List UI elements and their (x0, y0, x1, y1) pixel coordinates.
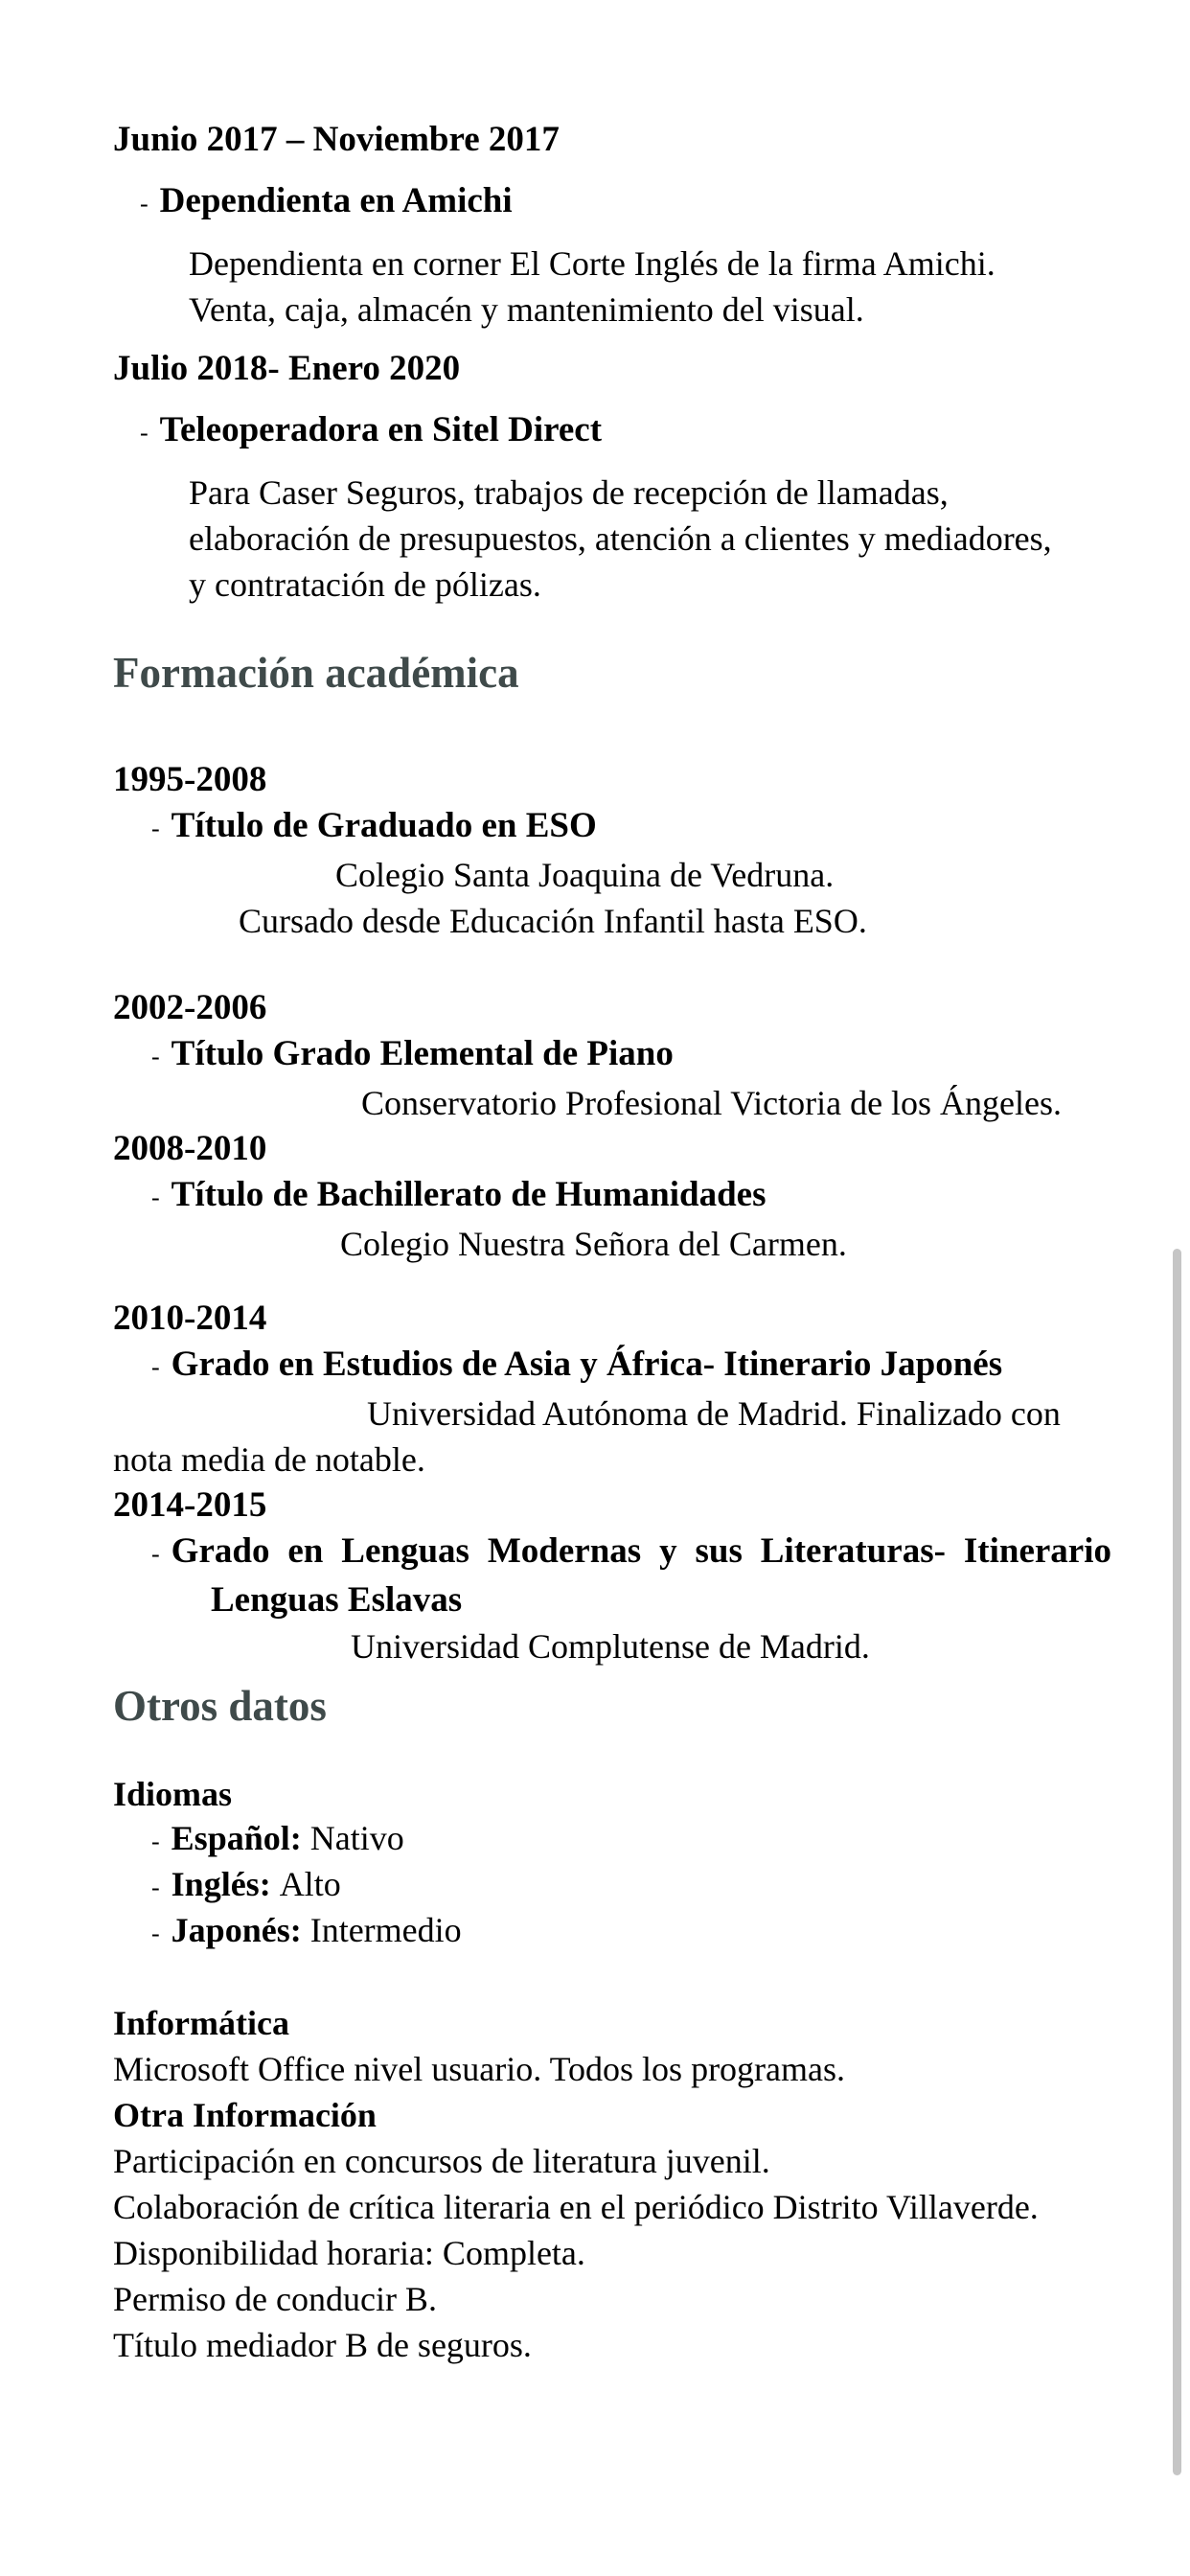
bullet-dash: - (151, 1353, 160, 1381)
language-level: Nativo (309, 1819, 404, 1857)
language-row-spanish (113, 1817, 1111, 1863)
scrollbar-thumb[interactable] (1173, 1249, 1181, 2475)
language-label: Japonés: (171, 1911, 302, 1949)
education-institution-line: Colegio Nuestra Señora del Carmen. (340, 1225, 847, 1263)
education-title-4: Grado en Estudios de Asia y África- Itinerario Japonés (171, 1345, 1003, 1384)
education-title-2: Título Grado Elemental de Piano (171, 1034, 674, 1073)
language-row-english (113, 1863, 1111, 1909)
informatics-heading: Informática (113, 2004, 289, 2042)
education-institution-line: Cursado desde Educación Infantil hasta ESO. (239, 902, 867, 940)
education-title-row-2 (113, 1031, 1111, 1080)
education-title-row-5 (113, 1529, 1111, 1577)
description-line: Para Caser Seguros, trabajos de recepción de llamadas, (189, 473, 949, 512)
education-dates-2: 2002-2006 (113, 988, 267, 1027)
education-institution-line: nota media de notable. (113, 1440, 425, 1479)
education-dates-1: 1995-2008 (113, 760, 267, 799)
other-info-line: Permiso de conducir B. (113, 2280, 437, 2318)
description-line: Dependienta en corner El Corte Inglés de la firma Amichi. (189, 244, 995, 283)
education-title-row-4 (113, 1342, 1111, 1391)
education-institution-line: Colegio Santa Joaquina de Vedruna. (335, 856, 835, 894)
bullet-dash: - (151, 1540, 160, 1568)
bullet-dash: - (151, 1828, 160, 1855)
bullet-dash: - (151, 1043, 160, 1070)
language-item (172, 1817, 404, 1859)
education-title-3: Título de Bachillerato de Humanidades (171, 1175, 767, 1214)
languages-heading: Idiomas (113, 1775, 233, 1813)
description-line: Venta, caja, almacén y mantenimiento del visual. (189, 290, 864, 329)
language-row-japanese (113, 1909, 1111, 1955)
experience-title-2: Teleoperadora en Sitel Direct (159, 410, 603, 449)
education-institution-line: Conservatorio Profesional Victoria de los Ángeles. (361, 1084, 1063, 1122)
experience-dates-1: Junio 2017 – Noviembre 2017 (113, 120, 560, 159)
education-title-5-line-1: Grado en Lenguas Modernas y sus Literaturas- Itinerario (171, 1531, 1111, 1571)
education-dates-3: 2008-2010 (113, 1129, 267, 1168)
other-info-heading: Otra Información (113, 2096, 377, 2134)
education-section-heading: Formación académica (113, 649, 519, 697)
informatics-line: Microsoft Office nivel usuario. Todos los programas. (113, 2050, 846, 2088)
education-title-row-1 (113, 803, 1111, 852)
experience-description-1 (113, 241, 1111, 333)
description-line: y contratación de pólizas. (189, 565, 541, 604)
other-info-line: Participación en concursos de literatura juvenil. (113, 2142, 770, 2180)
bullet-dash: - (140, 190, 149, 218)
bullet-dash: - (151, 1874, 160, 1901)
language-label: Inglés: (171, 1865, 271, 1903)
other-section-heading: Otros datos (113, 1682, 327, 1730)
other-info-line: Título mediador B de seguros. (113, 2326, 532, 2364)
experience-title-row-1 (113, 178, 1111, 227)
education-dates-4: 2010-2014 (113, 1299, 267, 1338)
education-institution-line: Universidad Autónoma de Madrid. Finalizado con (367, 1394, 1061, 1433)
other-info-line: Disponibilidad horaria: Completa. (113, 2234, 585, 2272)
experience-dates-2: Julio 2018- Enero 2020 (113, 349, 461, 388)
education-institution-line: Universidad Complutense de Madrid. (351, 1627, 870, 1666)
education-dates-5: 2014-2015 (113, 1485, 267, 1525)
education-title-5-line-2: Lenguas Eslavas (211, 1580, 463, 1620)
description-line: elaboración de presupuestos, atención a clientes y mediadores, (189, 519, 1052, 558)
bullet-dash: - (151, 815, 160, 842)
other-info-line: Colaboración de crítica literaria en el periódico Distrito Villaverde. (113, 2188, 1039, 2226)
bullet-dash: - (151, 1184, 160, 1211)
language-item (172, 1909, 462, 1951)
bullet-dash: - (140, 419, 149, 447)
language-item (172, 1863, 341, 1905)
education-title-1: Título de Graduado en ESO (171, 806, 597, 845)
language-level: Alto (279, 1865, 341, 1903)
language-level: Intermedio (309, 1911, 462, 1949)
experience-title-1: Dependienta en Amichi (159, 181, 513, 220)
experience-description-2 (113, 470, 1111, 608)
language-label: Español: (171, 1819, 302, 1857)
education-title-row-3 (113, 1172, 1111, 1221)
bullet-dash: - (151, 1920, 160, 1947)
experience-title-row-2 (113, 407, 1111, 456)
